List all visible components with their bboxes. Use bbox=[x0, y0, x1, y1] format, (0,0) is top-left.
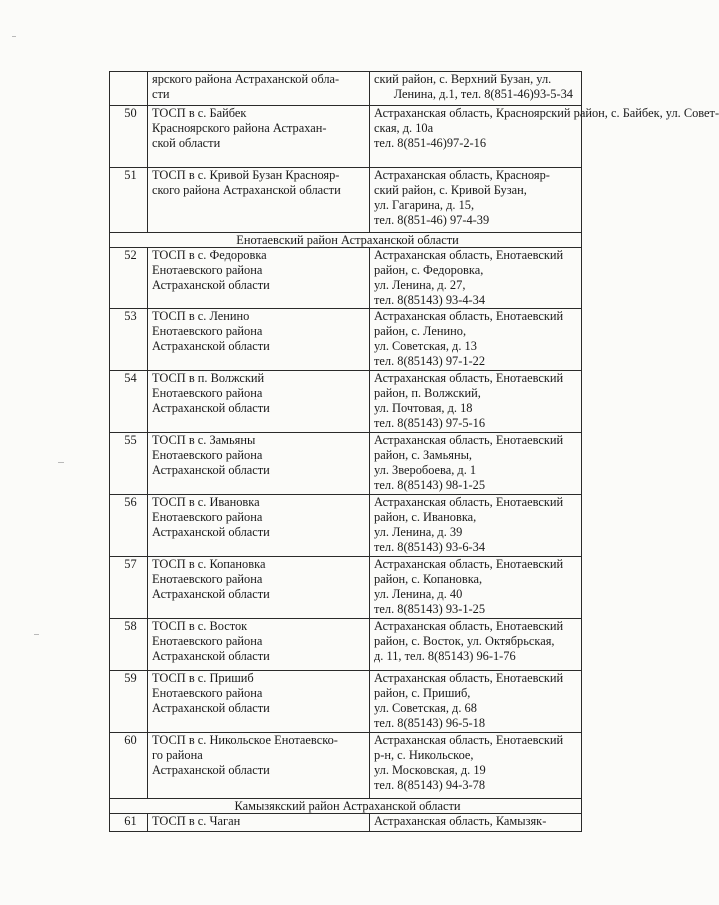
name-line: ТОСП в с. Ивановка bbox=[152, 495, 260, 509]
name-line: Астраханской области bbox=[152, 525, 270, 539]
name-line: ТОСП в с. Байбек bbox=[152, 106, 247, 120]
table-row bbox=[110, 168, 582, 233]
name-line: сти bbox=[152, 87, 170, 101]
address-line: район, п. Волжский, bbox=[374, 386, 481, 400]
scan-speck bbox=[58, 462, 64, 463]
row-number: 58 bbox=[110, 619, 148, 671]
name-line: Енотаевского района bbox=[152, 686, 263, 700]
address-line: тел. 8(85143) 98-1-25 bbox=[374, 478, 486, 492]
table-row bbox=[110, 248, 582, 309]
address-cell bbox=[370, 814, 582, 832]
name-line: ТОСП в с. Кривой Бузан Краснояр- bbox=[152, 168, 340, 182]
table-row bbox=[110, 72, 582, 106]
name-line: Енотаевского района bbox=[152, 572, 263, 586]
row-number: 60 bbox=[110, 733, 148, 799]
name-line: Астраханской области bbox=[152, 649, 270, 663]
name-line: ского района Астраханской области bbox=[152, 183, 341, 197]
address-line: Астраханская область, Енотаевский bbox=[374, 433, 564, 447]
name-line: Енотаевского района bbox=[152, 263, 263, 277]
address-line: район, с. Пришиб, bbox=[374, 686, 471, 700]
address-line: ский район, с. Кривой Бузан, bbox=[374, 183, 527, 197]
name-line: ТОСП в с. Замьяны bbox=[152, 433, 256, 447]
row-number: 54 bbox=[110, 371, 148, 433]
address-line: Астраханская область, Енотаевский bbox=[374, 495, 564, 509]
row-number: 51 bbox=[110, 168, 148, 233]
settlements-table bbox=[109, 71, 719, 832]
address-line: тел. 8(85143) 97-5-16 bbox=[374, 416, 486, 430]
row-number-cell bbox=[110, 72, 148, 106]
section-title: Енотаевский район Астраханской области bbox=[110, 233, 582, 248]
row-number: 59 bbox=[110, 671, 148, 733]
table-row bbox=[110, 619, 582, 671]
name-line: Енотаевского района bbox=[152, 510, 263, 524]
table-row bbox=[110, 814, 582, 832]
name-line: ТОСП в с. Ленино bbox=[152, 309, 250, 323]
address-line: ул. Ленина, д. 40 bbox=[374, 587, 463, 601]
address-cell bbox=[370, 72, 582, 106]
address-line: район, с. Восток, ул. Октябрьская, bbox=[374, 634, 555, 648]
settlement-name-cell bbox=[148, 106, 370, 168]
name-line: ской области bbox=[152, 136, 221, 150]
name-line: Енотаевского района bbox=[152, 634, 263, 648]
address-cell bbox=[370, 433, 582, 495]
address-line: тел. 8(85143) 97-1-22 bbox=[374, 354, 486, 368]
name-line: ТОСП в с. Федоровка bbox=[152, 248, 267, 262]
settlement-name-cell bbox=[148, 495, 370, 557]
table-row bbox=[110, 106, 582, 168]
row-number: 61 bbox=[110, 814, 148, 832]
name-line: Енотаевского района bbox=[152, 324, 263, 338]
settlement-name-cell bbox=[148, 309, 370, 371]
settlement-name-cell bbox=[148, 814, 370, 832]
name-line: го района bbox=[152, 748, 203, 762]
settlement-name-cell bbox=[148, 433, 370, 495]
settlement-name-cell bbox=[148, 371, 370, 433]
address-line: Астраханская область, Енотаевский bbox=[374, 309, 564, 323]
settlement-name-cell bbox=[148, 72, 370, 106]
name-line: Астраханской области bbox=[152, 587, 270, 601]
name-line: ТОСП в с. Пришиб bbox=[152, 671, 254, 685]
scan-speck bbox=[12, 36, 16, 37]
section-header-row bbox=[110, 233, 582, 248]
address-line: Астраханская область, Енотаевский bbox=[374, 619, 564, 633]
settlement-name-cell bbox=[148, 168, 370, 233]
table-row bbox=[110, 495, 582, 557]
address-cell bbox=[370, 495, 582, 557]
name-line: Астраханской области bbox=[152, 701, 270, 715]
address-line: ул. Гагарина, д. 15, bbox=[374, 198, 475, 212]
table-row bbox=[110, 371, 582, 433]
address-line: район, с. Замьяны, bbox=[374, 448, 472, 462]
address-line: район, с. Федоровка, bbox=[374, 263, 484, 277]
address-line: ул. Советская, д. 68 bbox=[374, 701, 477, 715]
address-line: тел. 8(851-46)97-2-16 bbox=[374, 136, 487, 150]
address-cell bbox=[370, 557, 582, 619]
name-line: Енотаевского района bbox=[152, 386, 263, 400]
address-cell bbox=[370, 248, 582, 309]
address-line: ул. Московская, д. 19 bbox=[374, 763, 486, 777]
name-line: Астраханской области bbox=[152, 278, 270, 292]
address-line: ский район, с. Верхний Бузан, ул. bbox=[374, 72, 552, 86]
address-line: тел. 8(85143) 93-4-34 bbox=[374, 293, 486, 307]
scan-speck bbox=[34, 634, 39, 635]
name-line: Астраханской области bbox=[152, 401, 270, 415]
address-cell bbox=[370, 733, 582, 799]
address-line: тел. 8(85143) 96-5-18 bbox=[374, 716, 486, 730]
row-number: 57 bbox=[110, 557, 148, 619]
name-line: Астраханской области bbox=[152, 339, 270, 353]
name-line: ТОСП в п. Волжский bbox=[152, 371, 265, 385]
name-line: ТОСП в с. Восток bbox=[152, 619, 248, 633]
table-row bbox=[110, 671, 582, 733]
address-line: ул. Ленина, д. 27, bbox=[374, 278, 466, 292]
address-line: Астраханская область, Енотаевский bbox=[374, 371, 564, 385]
address-cell bbox=[370, 106, 719, 168]
address-line: район, с. Ленино, bbox=[374, 324, 467, 338]
address-line: тел. 8(85143) 93-6-34 bbox=[374, 540, 486, 554]
address-line: д. 11, тел. 8(85143) 96-1-76 bbox=[374, 649, 516, 663]
address-line: Астраханская область, Краснояр- bbox=[374, 168, 550, 182]
address-line: тел. 8(85143) 94-3-78 bbox=[374, 778, 486, 792]
address-line: район, с. Копановка, bbox=[374, 572, 483, 586]
address-line: Астраханская область, Камызяк- bbox=[374, 814, 547, 828]
table-row bbox=[110, 557, 582, 619]
address-line: ул. Зверобоева, д. 1 bbox=[374, 463, 477, 477]
name-line: Астраханской области bbox=[152, 463, 270, 477]
settlement-name-cell bbox=[148, 557, 370, 619]
settlement-name-cell bbox=[148, 733, 370, 799]
address-cell bbox=[370, 619, 582, 671]
name-line: ярского района Астраханской обла- bbox=[152, 72, 340, 86]
address-line: ская, д. 10а bbox=[374, 121, 434, 135]
address-line: Ленина, д.1, тел. 8(851-46)93-5-34 bbox=[393, 87, 573, 101]
address-line: ул. Почтовая, д. 18 bbox=[374, 401, 473, 415]
settlement-name-cell bbox=[148, 619, 370, 671]
address-line: ул. Советская, д. 13 bbox=[374, 339, 477, 353]
address-cell bbox=[370, 671, 582, 733]
table-row bbox=[110, 733, 582, 799]
address-line: Астраханская область, Енотаевский bbox=[374, 671, 564, 685]
address-line: Астраханская область, Енотаевский bbox=[374, 557, 564, 571]
address-line: р-н, с. Никольское, bbox=[374, 748, 474, 762]
address-line: Астраханская область, Красноярский район, с. Байбек, ул. Совет- bbox=[374, 106, 719, 120]
address-line: ул. Ленина, д. 39 bbox=[374, 525, 463, 539]
address-line: Астраханская область, Енотаевский bbox=[374, 733, 564, 747]
row-number: 55 bbox=[110, 433, 148, 495]
name-line: ТОСП в с. Никольское Енотаевско- bbox=[152, 733, 338, 747]
section-header-row bbox=[110, 799, 582, 814]
address-line: тел. 8(851-46) 97-4-39 bbox=[374, 213, 490, 227]
name-line: ТОСП в с. Чаган bbox=[152, 814, 241, 828]
address-cell bbox=[370, 309, 582, 371]
table-row bbox=[110, 433, 582, 495]
row-number: 52 bbox=[110, 248, 148, 309]
address-line: тел. 8(85143) 93-1-25 bbox=[374, 602, 486, 616]
settlement-name-cell bbox=[148, 671, 370, 733]
address-line: район, с. Ивановка, bbox=[374, 510, 477, 524]
row-number: 56 bbox=[110, 495, 148, 557]
row-number: 50 bbox=[110, 106, 148, 168]
table-row bbox=[110, 309, 582, 371]
address-line: Астраханская область, Енотаевский bbox=[374, 248, 564, 262]
section-title: Камызякский район Астраханской области bbox=[110, 799, 582, 814]
name-line: ТОСП в с. Копановка bbox=[152, 557, 266, 571]
address-cell bbox=[370, 371, 582, 433]
address-cell bbox=[370, 168, 582, 233]
settlement-name-cell bbox=[148, 248, 370, 309]
name-line: Астраханской области bbox=[152, 763, 270, 777]
row-number: 53 bbox=[110, 309, 148, 371]
table-body bbox=[110, 72, 719, 832]
name-line: Енотаевского района bbox=[152, 448, 263, 462]
name-line: Красноярского района Астрахан- bbox=[152, 121, 327, 135]
